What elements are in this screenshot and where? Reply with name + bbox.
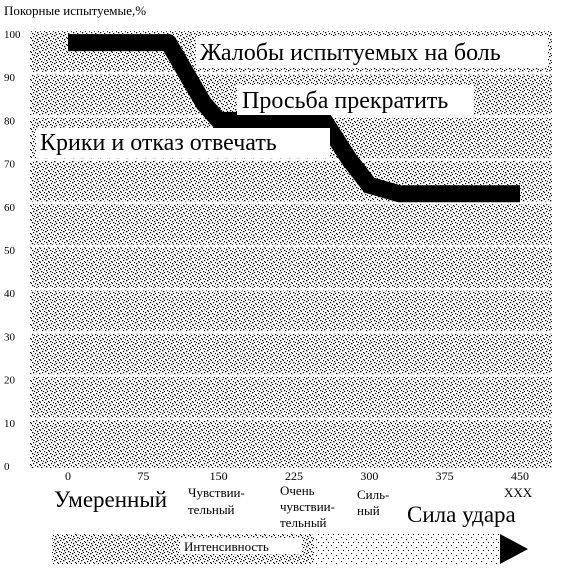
x-tick-label: 300 [360,469,379,483]
intensity-label-strong-1: Силь- [357,487,390,502]
y-tick-label: 10 [4,417,15,430]
y-tick-label: 20 [4,374,15,387]
annotation-screams-refusal: Крики и отказ отвечать [40,130,277,156]
chart-title: Покорные испытуемые,% [4,3,147,18]
x-tick-label: 75 [137,469,150,483]
y-tick-label: 50 [4,245,15,257]
x-tick-label: 450 [511,469,529,483]
y-tick-label: 80 [4,115,15,128]
intensity-arrow-label: Интенсивность [184,539,269,554]
y-tick-label: 40 [4,288,15,301]
y-tick-label: 0 [4,461,10,473]
x-tick-label: 225 [285,469,303,483]
y-tick-label: 90 [4,72,15,85]
x-tick-label: 0 [65,469,71,483]
intensity-label-sensitive-2: тельный [188,502,235,517]
intensity-label-moderate: Умеренный [54,487,168,512]
intensity-label-very-sensitive-3: тельный [280,515,327,530]
intensity-arrow-head [500,534,528,564]
y-tick-label: 30 [4,331,15,344]
intensity-label-very-sensitive-1: Очень [280,483,315,498]
x-tick-label: 375 [435,469,454,483]
intensity-label-xxx: XXX [504,485,533,500]
annotation-request-stop: Просьба прекратить [242,88,449,114]
y-tick-label: 100 [4,29,21,41]
intensity-label-very-sensitive-2: чувствии- [280,499,335,514]
intensity-label-strong-2: ный [357,503,380,518]
x-axis-label: Сила удара [407,502,516,527]
y-tick-label: 70 [4,158,15,171]
y-tick-label: 60 [4,201,15,214]
annotation-pain-complaints: Жалобы испытуемых на боль [200,40,501,66]
x-tick-label: 150 [209,469,228,483]
x-axis-ticks [65,469,529,483]
intensity-arrow-right-band [314,534,500,564]
y-axis-ticks [4,29,21,473]
intensity-label-sensitive-1: Чувствии- [188,485,245,500]
